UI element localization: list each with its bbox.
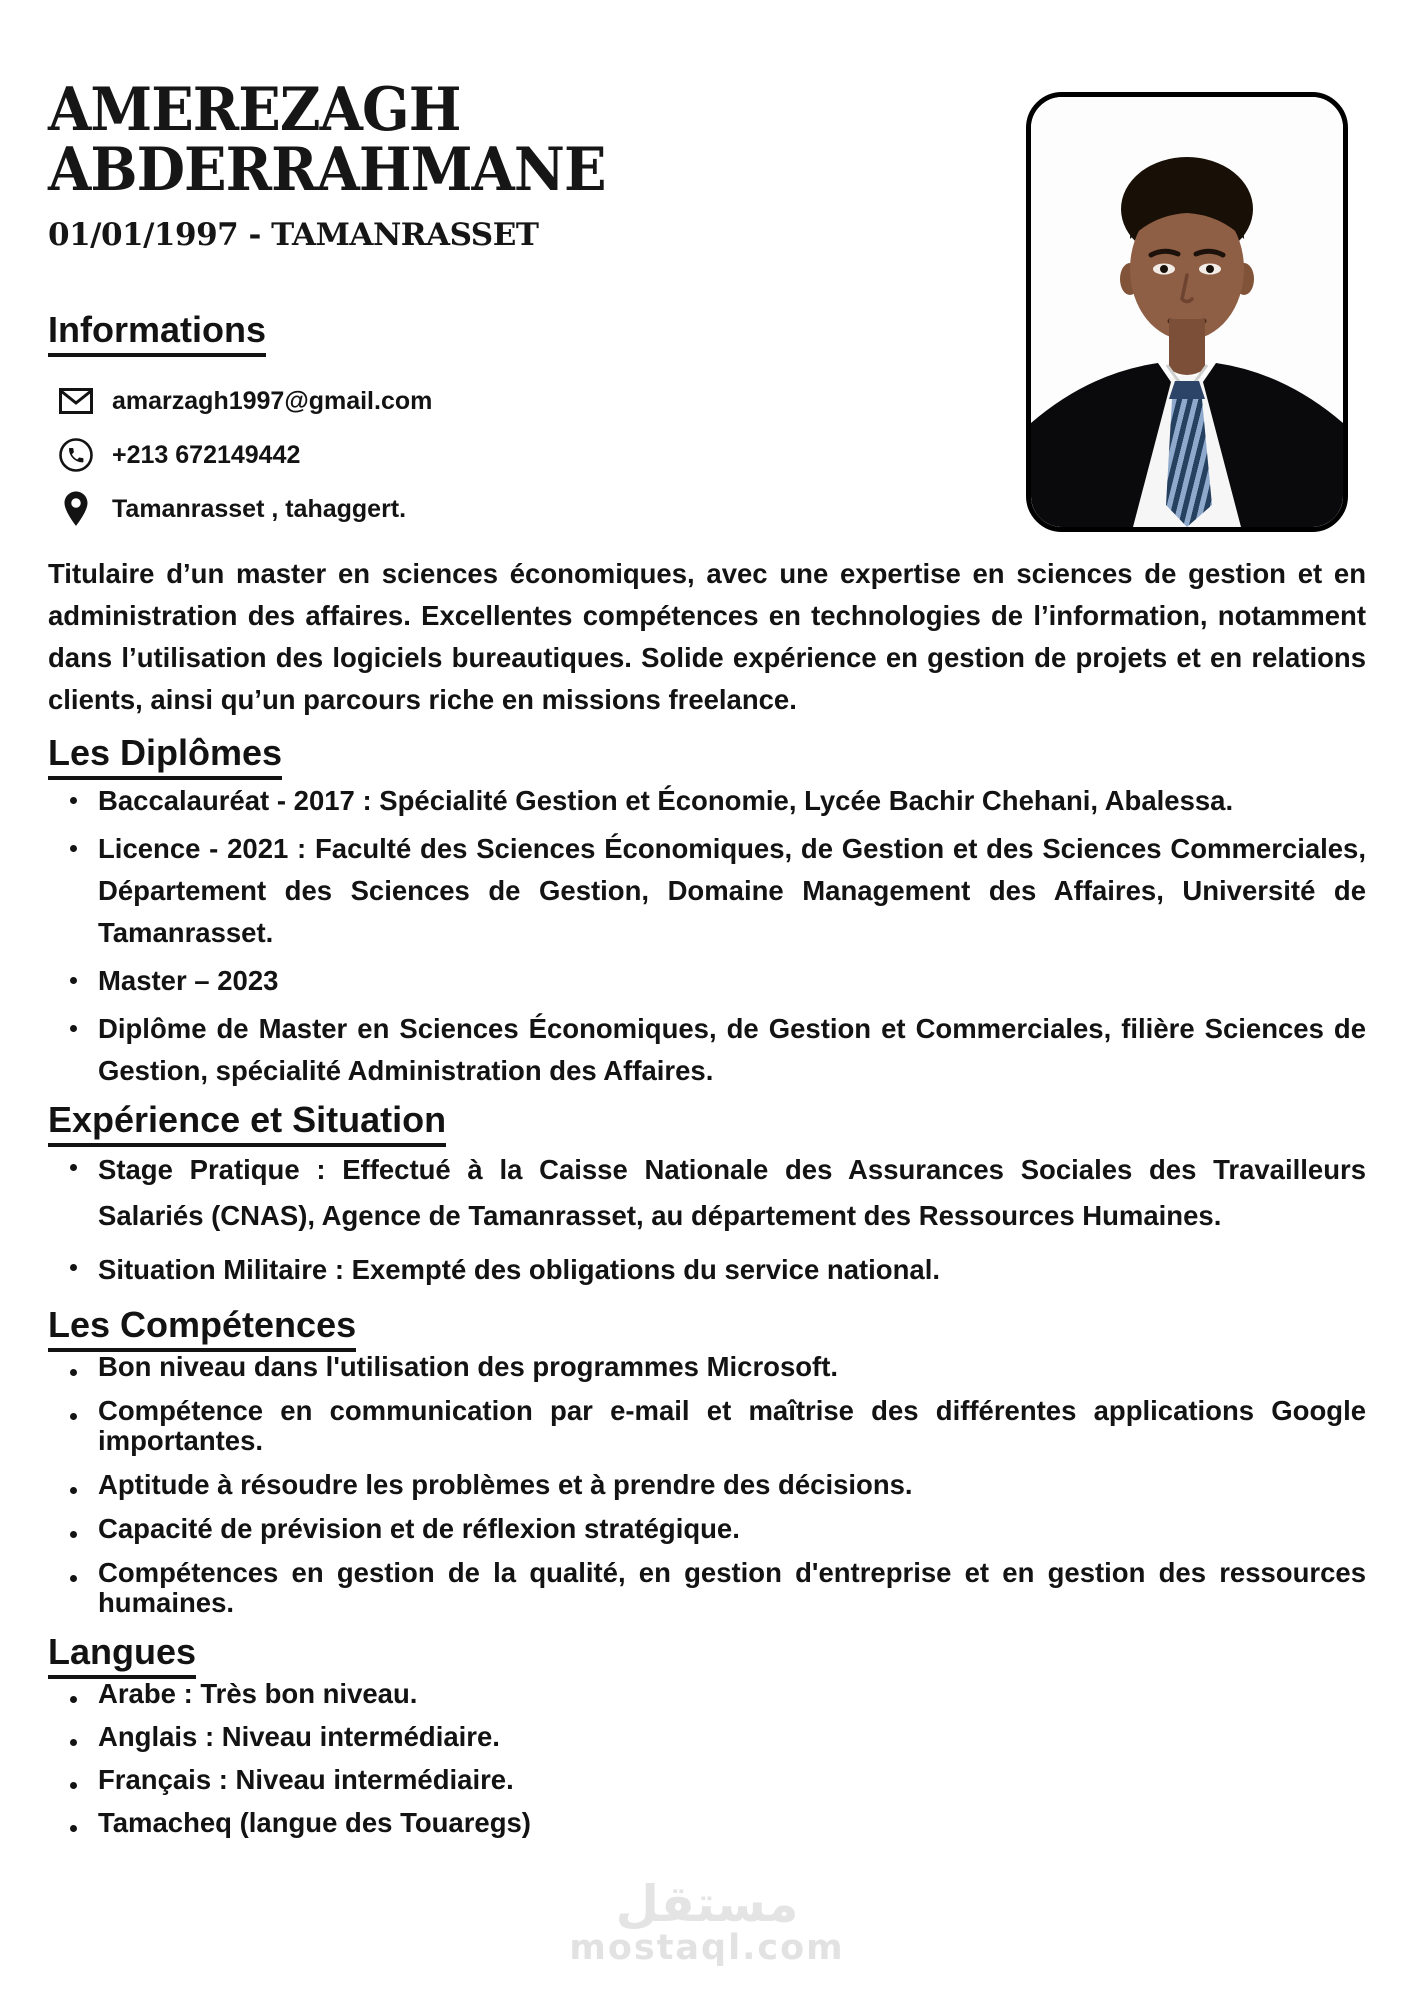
bullet-dot [70,1825,77,1832]
list-item [98,1679,1366,1709]
mostaql-arabic-logo: مستقل [615,1875,799,1933]
languages-list [48,1679,1366,1838]
list-item-text: Capacité de prévision et de réflexion stratégique. [98,1513,740,1544]
list-item-text: Tamacheq (langue des Touaregs) [98,1807,531,1838]
list-item [98,780,1366,822]
list-item-text: Diplôme de Master en Sciences Économiques, de Gestion et Commerciales, filière Sciences de Gestion, spécialité Administration des Affaires. [98,1013,1366,1086]
portrait-illustration [1031,97,1343,527]
section-title: Informations [48,310,266,357]
list-item [98,828,1366,954]
bullet-dot [70,1164,77,1171]
list-item-text: Français : Niveau intermédiaire. [98,1764,514,1795]
name-line2: ABDERRAHMANE [48,135,606,205]
bullet-dot [70,1264,77,1271]
birthdate-line: 01/01/1997 - TAMANRASSET [48,217,539,253]
list-item [98,1765,1366,1795]
list-item-text: Stage Pratique : Effectué à la Caisse Nationale des Assurances Sociales des Travailleurs Salariés (CNAS), Agence de Tamanrasset, au département des Ressources Humaines. [98,1154,1366,1231]
bullet-dot [70,1531,77,1538]
section-heading-skills [48,1305,1366,1352]
list-item-text: Situation Militaire : Exempté des obligations du service national. [98,1254,940,1285]
profile-summary: Titulaire d’un master en sciences économiques, avec une expertise en sciences de gestion et en administration des affaires. Excellentes compétences en technologies de l’information, notamment dans l’utilisation des logiciels bureautiques. Solide expérience en gestion de projets et en relations clients, ainsi qu’un parcours riche en missions freelance. [48,558,1366,715]
list-item [98,1558,1366,1618]
mostaql-watermark [0,1875,1414,1968]
bullet-dot [70,1739,77,1746]
list-item [98,1470,1366,1500]
bullet-dot [70,797,77,804]
bullet-dot [70,1025,77,1032]
phone-icon [56,437,96,473]
bullet-dot [70,845,77,852]
list-item [98,1352,1366,1382]
location-pin-icon [56,490,96,528]
email-value: amarzagh1997@gmail.com [112,386,433,415]
list-item-text: Compétence en communication par e-mail et maîtrise des différentes applications Google importantes. [98,1395,1366,1456]
section-heading-languages [48,1632,1366,1679]
list-item [98,1514,1366,1544]
list-item-text: Master – 2023 [98,965,279,996]
bullet-dot [70,1696,77,1703]
diplomas-list [48,780,1366,1092]
list-item-text: Arabe : Très bon niveau. [98,1678,418,1709]
skills-list [48,1352,1366,1618]
experience-list [48,1147,1366,1293]
list-item-text: Anglais : Niveau intermédiaire. [98,1721,500,1752]
list-item [98,1396,1366,1456]
mostaql-domain-text: mostaql.com [569,1928,845,1968]
list-item [98,1147,1366,1239]
location-value: Tamanrasset , tahaggert. [112,494,407,523]
list-item-text: Bon niveau dans l'utilisation des programmes Microsoft. [98,1351,839,1382]
list-item-text: Baccalauréat - 2017 : Spécialité Gestion et Économie, Lycée Bachir Chehani, Abalessa. [98,785,1234,816]
bullet-dot [70,1782,77,1789]
bullet-dot [70,977,77,984]
list-item [98,1808,1366,1838]
list-item [98,1008,1366,1092]
list-item [98,1722,1366,1752]
phone-value: +213 672149442 [112,440,301,469]
name-line1: AMEREZAGH [48,75,461,145]
section-title: Les Diplômes [48,733,282,780]
list-item [98,1247,1366,1293]
bullet-dot [70,1487,77,1494]
list-item-text: Licence - 2021 : Faculté des Sciences Économiques, de Gestion et des Sciences Commerciales, Département des Sciences de Gestion, Domaine Management des Affaires, Université de Tamanrasset. [98,833,1366,948]
bullet-dot [70,1413,77,1420]
section-title: Expérience et Situation [48,1100,446,1147]
section-title: Les Compétences [48,1305,356,1352]
list-item-text: Compétences en gestion de la qualité, en gestion d'entreprise et en gestion des ressources humaines. [98,1557,1366,1618]
profile-photo [1026,92,1348,532]
list-item [98,960,1366,1002]
bullet-dot [70,1369,77,1376]
section-heading-diplomas [48,733,1366,780]
section-heading-experience [48,1100,1366,1147]
section-title: Langues [48,1632,196,1679]
envelope-icon [56,388,96,414]
bullet-dot [70,1575,77,1582]
list-item-text: Aptitude à résoudre les problèmes et à prendre des décisions. [98,1469,913,1500]
